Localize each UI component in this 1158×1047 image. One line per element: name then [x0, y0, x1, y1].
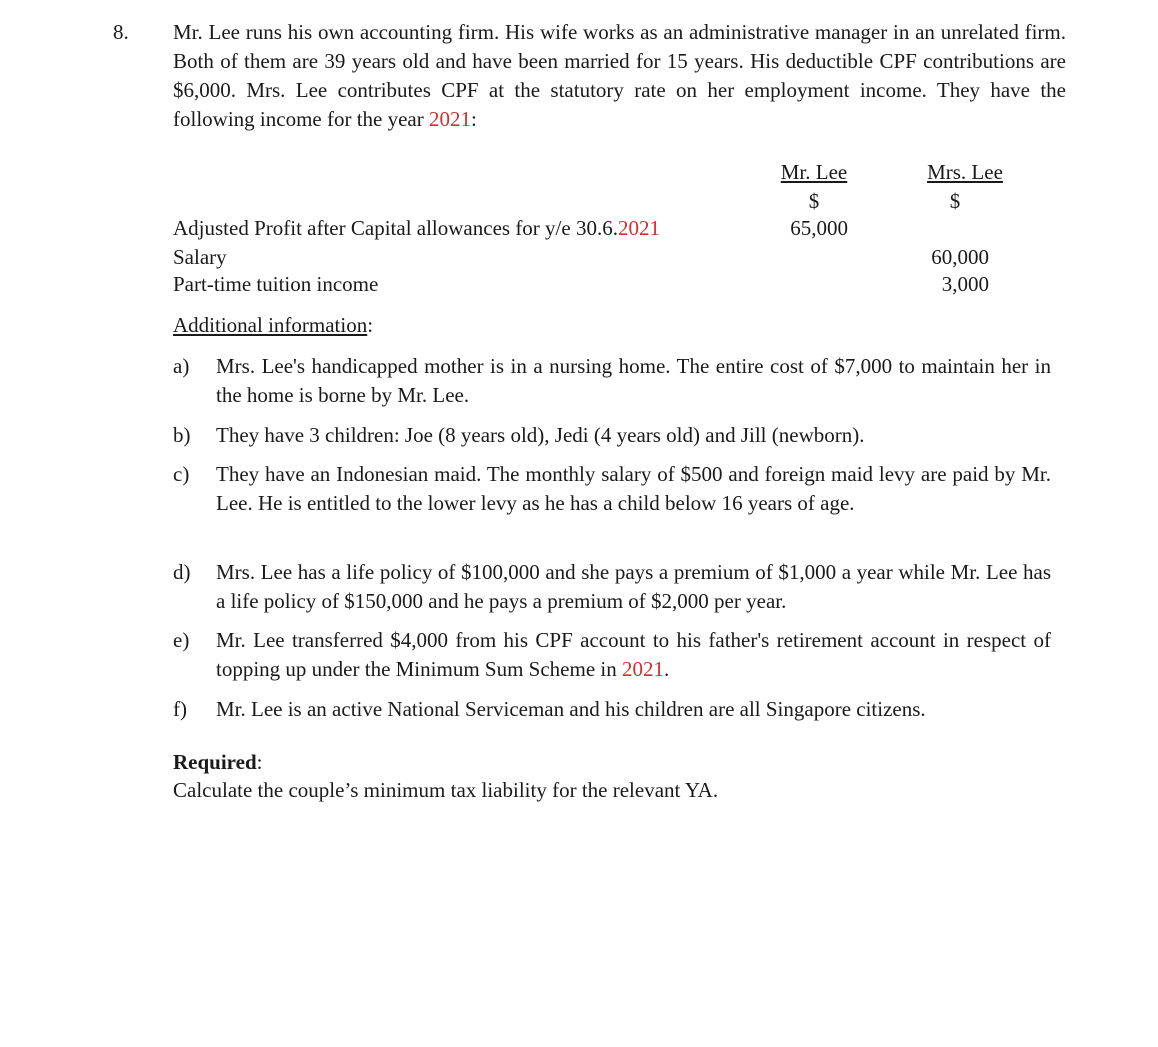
item-label: a): [173, 354, 190, 378]
required-section: [173, 748, 718, 804]
item-label: b): [173, 423, 191, 447]
item-year: 2021: [621, 657, 664, 681]
required-text: Calculate the couple’s minimum tax liability for the relevant YA.: [173, 778, 719, 802]
row-adjusted-profit-label: Adjusted Profit after Capital allowances for y/e 30.6.2021: [173, 216, 660, 240]
row-salary-label: Salary: [173, 245, 227, 269]
row-salary-mrs: 60,000: [931, 245, 989, 269]
col-header-mr-lee: Mr. Lee: [780, 160, 848, 184]
item-label: d): [173, 560, 191, 584]
question-number: 8.: [113, 20, 129, 44]
intro-year: 2021: [429, 107, 471, 131]
item-label: c): [173, 462, 190, 486]
item-text: They have 3 children: Joe (8 years old), Jedi (4 years old) and Jill (newborn).: [216, 423, 865, 447]
item-text: Mr. Lee is an active National Serviceman and his children are all Singapore citizens.: [216, 697, 926, 721]
col-header-mrs-lee: Mrs. Lee: [927, 160, 1003, 184]
item-label: e): [173, 628, 190, 652]
item-label: f): [173, 697, 187, 721]
row-tuition-mrs: 3,000: [941, 272, 989, 296]
item-text: Mrs. Lee's handicapped mother is in a nursing home. The entire cost of $7,000 to maintain her in the home is borne by Mr. Lee.: [216, 354, 1051, 407]
intro-paragraph: [173, 18, 1066, 134]
intro-text: Mr. Lee runs his own accounting firm. His wife works as an administrative manager in an unrelated firm. Both of them are 39 years old and have been married for 15 years. His deductible CPF contributions are $6,000. Mrs. Lee contributes CPF at the statutory rate on her employment income. They have the following income for the year: [173, 20, 1066, 131]
item-text: They have an Indonesian maid. The monthly salary of $500 and foreign maid levy are paid by Mr. Lee. He is entitled to the lower levy as he has a child below 16 years of age.: [216, 462, 1051, 515]
item-text: Mrs. Lee has a life policy of $100,000 and she pays a premium of $1,000 a year while Mr. Lee has a life policy of $150,000 and he pays a premium of $2,000 per year.: [216, 560, 1051, 613]
row-adjusted-profit-year: 2021: [617, 216, 660, 240]
currency-mr-lee: $: [808, 189, 820, 213]
row-adjusted-profit-mr: 65,000: [790, 216, 848, 240]
additional-info-heading: Additional information:: [173, 313, 374, 337]
item-text: Mr. Lee transferred $4,000 from his CPF account to his father's retirement account in respect of topping up under the Minimum Sum Scheme in 2021.: [216, 628, 1051, 681]
required-heading: Required:: [173, 750, 263, 774]
intro-colon: :: [471, 107, 477, 131]
row-tuition-label: Part-time tuition income: [173, 272, 379, 296]
currency-mrs-lee: $: [949, 189, 961, 213]
